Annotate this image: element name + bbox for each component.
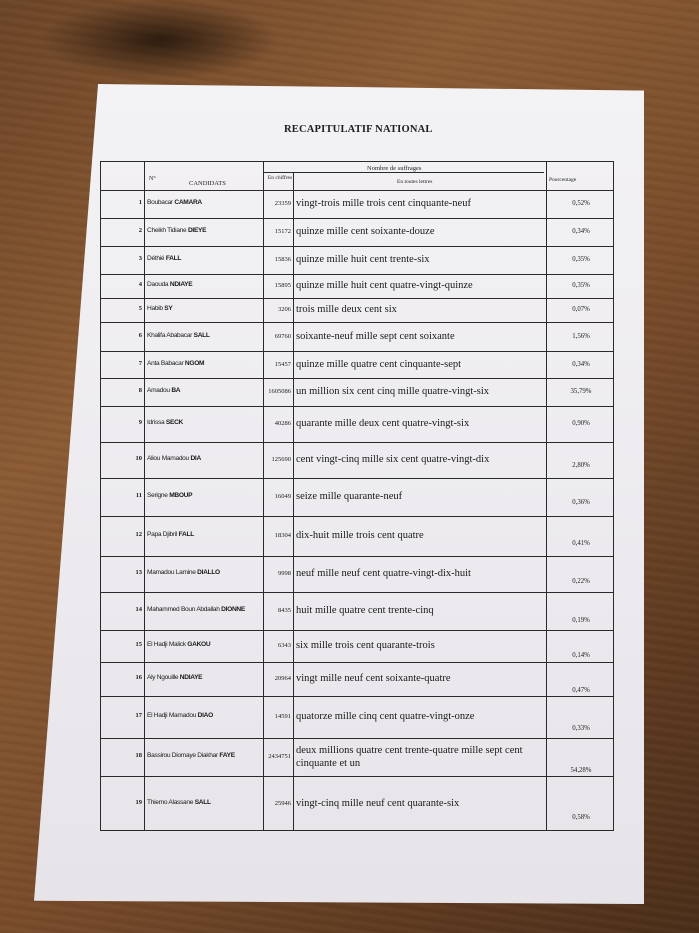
votes-in-words: deux millions quatre cent trente-quatre mille sept cent cinquante et un — [296, 745, 523, 769]
vote-percentage: 0,47% — [572, 687, 590, 694]
row-divider — [101, 738, 613, 739]
votes-in-words: cent vingt-cinq mille six cent quatre-vingt-dix — [296, 454, 490, 465]
candidate-number: 12 — [135, 531, 142, 538]
candidate-number: 6 — [138, 331, 142, 339]
votes-in-words: dix-huit mille trois cent quatre — [296, 530, 424, 541]
header-in-words: En toutes lettres — [397, 179, 433, 185]
votes-in-words: quatorze mille cinq cent quatre-vingt-onze — [296, 711, 475, 722]
row-divider — [101, 274, 613, 275]
candidate-number: 3 — [138, 255, 142, 262]
votes-in-words: vingt-cinq mille neuf cent quarante-six — [296, 797, 460, 809]
row-divider — [101, 322, 613, 323]
document-title: RECAPITULATIF NATIONAL — [284, 124, 433, 135]
votes-in-words: quinze mille quatre cent cinquante-sept — [296, 358, 462, 370]
candidate-number: 5 — [138, 305, 142, 312]
votes-figures: 15457 — [274, 360, 291, 368]
candidate-last-name: NGOM — [184, 359, 205, 367]
votes-in-words: vingt-trois mille trois cent cinquante-neuf — [296, 198, 471, 209]
vote-percentage: 0,36% — [572, 499, 590, 506]
votes-figures: 25946 — [274, 799, 291, 807]
candidate-last-name: DIA — [190, 455, 201, 462]
header-in-figures: En chiffres — [267, 175, 293, 181]
votes-figures: 2434751 — [268, 753, 291, 760]
row-divider — [101, 696, 613, 697]
votes-figures: 16049 — [274, 493, 291, 500]
row-divider — [101, 406, 613, 407]
votes-in-words: vingt mille neuf cent soixante-quatre — [296, 673, 451, 684]
header-number: N° — [149, 176, 156, 182]
candidate-last-name: SECK — [165, 419, 183, 426]
vote-percentage: 0,41% — [572, 540, 590, 547]
candidate-number: 15 — [135, 641, 142, 648]
vote-percentage: 35,79% — [570, 388, 592, 395]
vote-percentage: 2,80% — [572, 462, 590, 469]
vote-percentage: 0,35% — [572, 256, 590, 263]
candidate-number: 8 — [138, 387, 142, 394]
row-divider — [101, 556, 613, 557]
header-candidates: CANDIDATS — [189, 180, 226, 187]
candidate-last-name: FAYE — [219, 752, 235, 759]
candidate-last-name: FALL — [165, 255, 182, 262]
vote-percentage: 0,90% — [572, 420, 590, 427]
candidate-number: 7 — [138, 359, 142, 367]
candidate-first-name: Habib — [147, 305, 163, 312]
votes-figures: 9998 — [278, 570, 291, 577]
votes-in-words: quinze mille huit cent quatre-vingt-quinze — [296, 280, 473, 291]
candidate-last-name: GAKOU — [187, 641, 211, 648]
candidate-first-name: Aly Ngouille — [147, 674, 179, 681]
candidate-last-name: SALL — [194, 798, 211, 806]
row-divider — [101, 190, 613, 191]
votes-in-words: seize mille quarante-neuf — [296, 491, 403, 502]
votes-figures: 69760 — [274, 332, 291, 340]
candidate-last-name: NDIAYE — [169, 281, 193, 288]
votes-figures: 1605086 — [268, 388, 291, 395]
candidate-number: 4 — [138, 281, 142, 288]
candidate-last-name: DIONNE — [221, 606, 245, 613]
candidate-first-name: El Hadji Malick — [147, 641, 186, 648]
votes-in-words: quinze mille cent soixante-douze — [296, 226, 435, 237]
votes-figures: 15172 — [274, 228, 291, 235]
row-divider — [101, 442, 613, 443]
vote-percentage: 0,14% — [572, 652, 590, 659]
votes-in-words: soixante-neuf mille sept cent soixante — [296, 330, 455, 342]
votes-figures: 14591 — [274, 713, 291, 720]
row-divider — [101, 478, 613, 479]
candidate-first-name: Daouda — [147, 281, 169, 288]
vote-percentage: 0,34% — [572, 360, 590, 368]
candidate-number: 11 — [135, 492, 142, 499]
vote-percentage: 54,28% — [570, 767, 592, 774]
candidate-first-name: Anta Babacar — [147, 359, 184, 367]
row-divider — [101, 662, 613, 663]
candidate-last-name: CAMARA — [174, 199, 202, 206]
row-divider — [101, 630, 613, 631]
candidate-last-name: SY — [164, 305, 173, 312]
row-divider — [101, 776, 613, 777]
row-divider — [101, 378, 613, 379]
results-table — [100, 161, 614, 831]
vote-percentage: 0,33% — [572, 725, 590, 732]
candidate-first-name: Mahammed Boun Abdallah — [147, 606, 220, 613]
row-divider — [101, 351, 613, 352]
candidate-first-name: Cheikh Tidiane — [147, 227, 187, 234]
votes-figures: 15836 — [274, 256, 291, 263]
row-divider — [101, 516, 613, 517]
vote-percentage: 0,35% — [572, 282, 590, 289]
background-shadow — [40, 0, 280, 80]
candidate-number: 16 — [135, 674, 142, 681]
candidate-first-name: Serigne — [147, 492, 168, 499]
candidate-last-name: DIALLO — [197, 569, 220, 576]
votes-in-words: trois mille deux cent six — [296, 304, 397, 315]
votes-figures: 15895 — [274, 282, 291, 289]
column-divider — [293, 172, 294, 830]
vote-percentage: 0,22% — [572, 578, 590, 585]
candidate-last-name: DIAO — [197, 712, 213, 719]
votes-figures: 8435 — [278, 607, 291, 614]
candidate-last-name: FALL — [178, 531, 194, 538]
votes-figures: 23359 — [274, 200, 291, 207]
vote-percentage: 1,56% — [572, 332, 590, 340]
votes-figures: 20964 — [274, 675, 291, 682]
votes-figures: 18304 — [274, 532, 291, 539]
votes-in-words: quarante mille deux cent quatre-vingt-six — [296, 418, 470, 429]
votes-figures: 6343 — [278, 642, 291, 649]
candidate-last-name: NDIAYE — [179, 674, 203, 681]
candidate-last-name: MBOUP — [169, 492, 193, 499]
candidate-first-name: Boubacar — [147, 199, 173, 206]
votes-in-words: un million six cent cinq mille quatre-vingt-six — [296, 386, 490, 397]
votes-figures: 3206 — [278, 306, 291, 313]
candidate-first-name: Amadou — [147, 387, 170, 394]
candidate-last-name: BA — [171, 387, 181, 394]
candidate-first-name: Thierno Alassane — [147, 798, 194, 806]
row-divider — [101, 246, 613, 247]
candidate-first-name: Idrissa — [147, 419, 165, 426]
candidate-number: 13 — [135, 569, 142, 576]
candidate-number: 14 — [135, 606, 142, 613]
votes-figures: 125690 — [271, 456, 291, 463]
candidate-last-name: DIEYE — [187, 227, 207, 234]
candidate-number: 17 — [135, 712, 142, 719]
candidate-number: 19 — [135, 798, 142, 806]
candidate-first-name: Khalifa Ababacar — [147, 331, 193, 339]
candidate-first-name: Déthié — [147, 255, 165, 262]
candidate-last-name: SALL — [193, 331, 210, 339]
vote-percentage: 0,52% — [572, 200, 590, 207]
candidate-first-name: Mamadou Lamine — [147, 569, 196, 576]
candidate-number: 2 — [138, 227, 142, 234]
vote-percentage: 0,58% — [572, 813, 590, 821]
header-percentage: Pourcentage — [549, 177, 577, 183]
row-divider — [101, 218, 613, 219]
vote-percentage: 0,07% — [572, 306, 590, 313]
column-divider — [144, 162, 145, 830]
candidate-number: 1 — [138, 199, 142, 206]
votes-figures: 40286 — [274, 420, 291, 427]
candidate-first-name: Bassirou Diomaye Diakhar — [147, 752, 218, 759]
vote-percentage: 0,34% — [572, 228, 590, 235]
vote-percentage: 0,19% — [572, 617, 590, 624]
votes-in-words: six mille trois cent quarante-trois — [296, 640, 435, 651]
header-divider — [263, 172, 544, 173]
candidate-number: 18 — [135, 752, 142, 759]
votes-in-words: neuf mille neuf cent quatre-vingt-dix-huit — [296, 568, 471, 579]
votes-in-words: huit mille quatre cent trente-cinq — [296, 605, 434, 616]
header-votes-group: Nombre de suffrages — [367, 165, 422, 172]
candidate-first-name: Papa Djibril — [147, 531, 178, 538]
candidate-first-name: Aliou Mamadou — [147, 455, 189, 462]
candidate-first-name: El Hadji Mamadou — [147, 712, 197, 719]
votes-in-words: quinze mille huit cent trente-six — [296, 254, 430, 265]
candidate-number: 10 — [135, 455, 142, 462]
candidate-number: 9 — [138, 419, 142, 426]
row-divider — [101, 592, 613, 593]
row-divider — [101, 298, 613, 299]
